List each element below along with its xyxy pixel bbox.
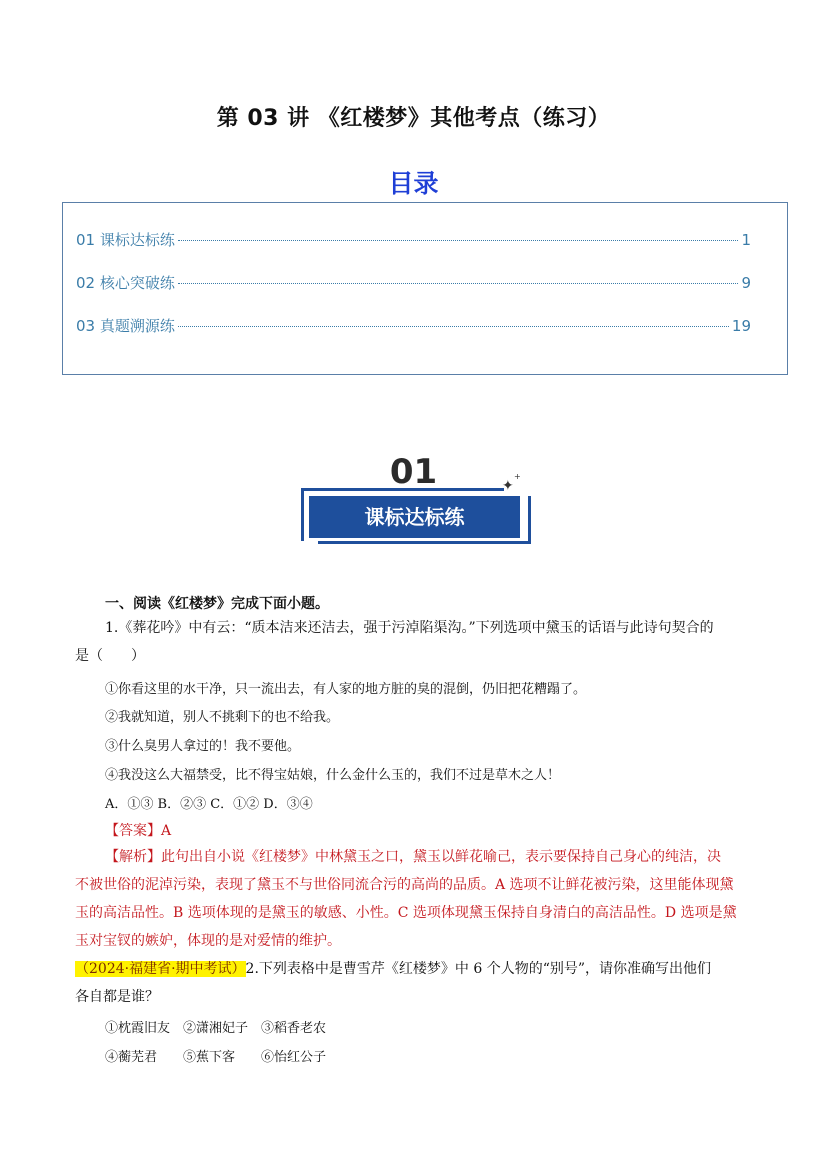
source-tag: （2024·福建省·期中考试） (75, 961, 246, 977)
option-2: ②我就知道，别人不挑剩下的也不给我。 (105, 710, 340, 725)
toc-item-label[interactable]: 01 课标达标练 (76, 231, 175, 249)
question-1-stem-cont: 是（ ） (75, 648, 145, 664)
alias-row-1: ①枕霞旧友 ②潇湘妃子 ③稻香老农 (105, 1021, 327, 1036)
sparkle-icon: + (514, 472, 521, 481)
table-of-contents (62, 202, 788, 375)
toc-leader (178, 283, 739, 284)
question-2-stem-cont: 各自都是谁？ (75, 989, 159, 1005)
question-2-stem (75, 955, 755, 983)
option-4: ④我没这么大福禁受，比不得宝姑娘，什么金什么玉的，我们不过是草木之人！ (105, 768, 561, 783)
page-title: 第 03 讲 《红楼梦》其他考点（练习） (216, 106, 611, 131)
toc-item-page[interactable]: 1 (741, 231, 751, 249)
section-number: 01 (389, 452, 438, 492)
answer-choices: A．①③ B．②③ C．①② D．③④ (105, 797, 313, 812)
toc-leader (178, 240, 739, 241)
toc-item-1[interactable] (76, 229, 751, 250)
analysis-line-3: 玉的高洁品性。B 选项体现的是黛玉的敏感、小性。C 选项体现黛玉保持自身清白的高洁品性。D 选项是黛 (75, 905, 737, 921)
analysis-line-4: 玉对宝钗的嫉妒，体现的是对爱情的维护。 (75, 933, 341, 949)
toc-item-page[interactable]: 9 (741, 274, 751, 292)
question-2-text: 2.下列表格中是曹雪芹《红楼梦》中 6 个人物的“别号”，请你准确写出他们 (245, 961, 712, 977)
toc-item-2[interactable] (76, 272, 751, 293)
question-1-stem: 1.《葬花吟》中有云：“质本洁来还洁去，强于污淖陷渠沟。”下列选项中黛玉的话语与此诗句契合的 (105, 620, 714, 636)
sparkle-icon: ✦ (502, 478, 514, 494)
question-group-heading: 一、阅读《红楼梦》完成下面小题。 (105, 596, 329, 612)
toc-item-label[interactable]: 03 真题溯源练 (76, 317, 175, 335)
toc-item-3[interactable] (76, 315, 751, 336)
analysis-line-1: 【解析】此句出自小说《红楼梦》中林黛玉之口，黛玉以鲜花喻己，表示要保持自己身心的纯洁，决 (105, 849, 721, 865)
analysis-line-2: 不被世俗的泥淖污染，表现了黛玉不与世俗同流合污的高尚的品质。A 选项不让鲜花被污染，这里能体现黛 (75, 877, 734, 893)
section-banner: 课标达标练 (309, 496, 520, 538)
toc-leader (178, 326, 729, 327)
answer-label: 【答案】A (105, 823, 172, 839)
toc-heading: 目录 (388, 169, 439, 198)
option-1: ①你看这里的水干净，只一流出去，有人家的地方脏的臭的混倒，仍旧把花糟蹋了。 (105, 682, 587, 697)
alias-row-2: ④蘅芜君 ⑤蕉下客 ⑥怡红公子 (105, 1050, 327, 1065)
toc-item-label[interactable]: 02 核心突破练 (76, 274, 175, 292)
toc-item-page[interactable]: 19 (731, 317, 751, 335)
option-3: ③什么臭男人拿过的！我不要他。 (105, 739, 301, 754)
